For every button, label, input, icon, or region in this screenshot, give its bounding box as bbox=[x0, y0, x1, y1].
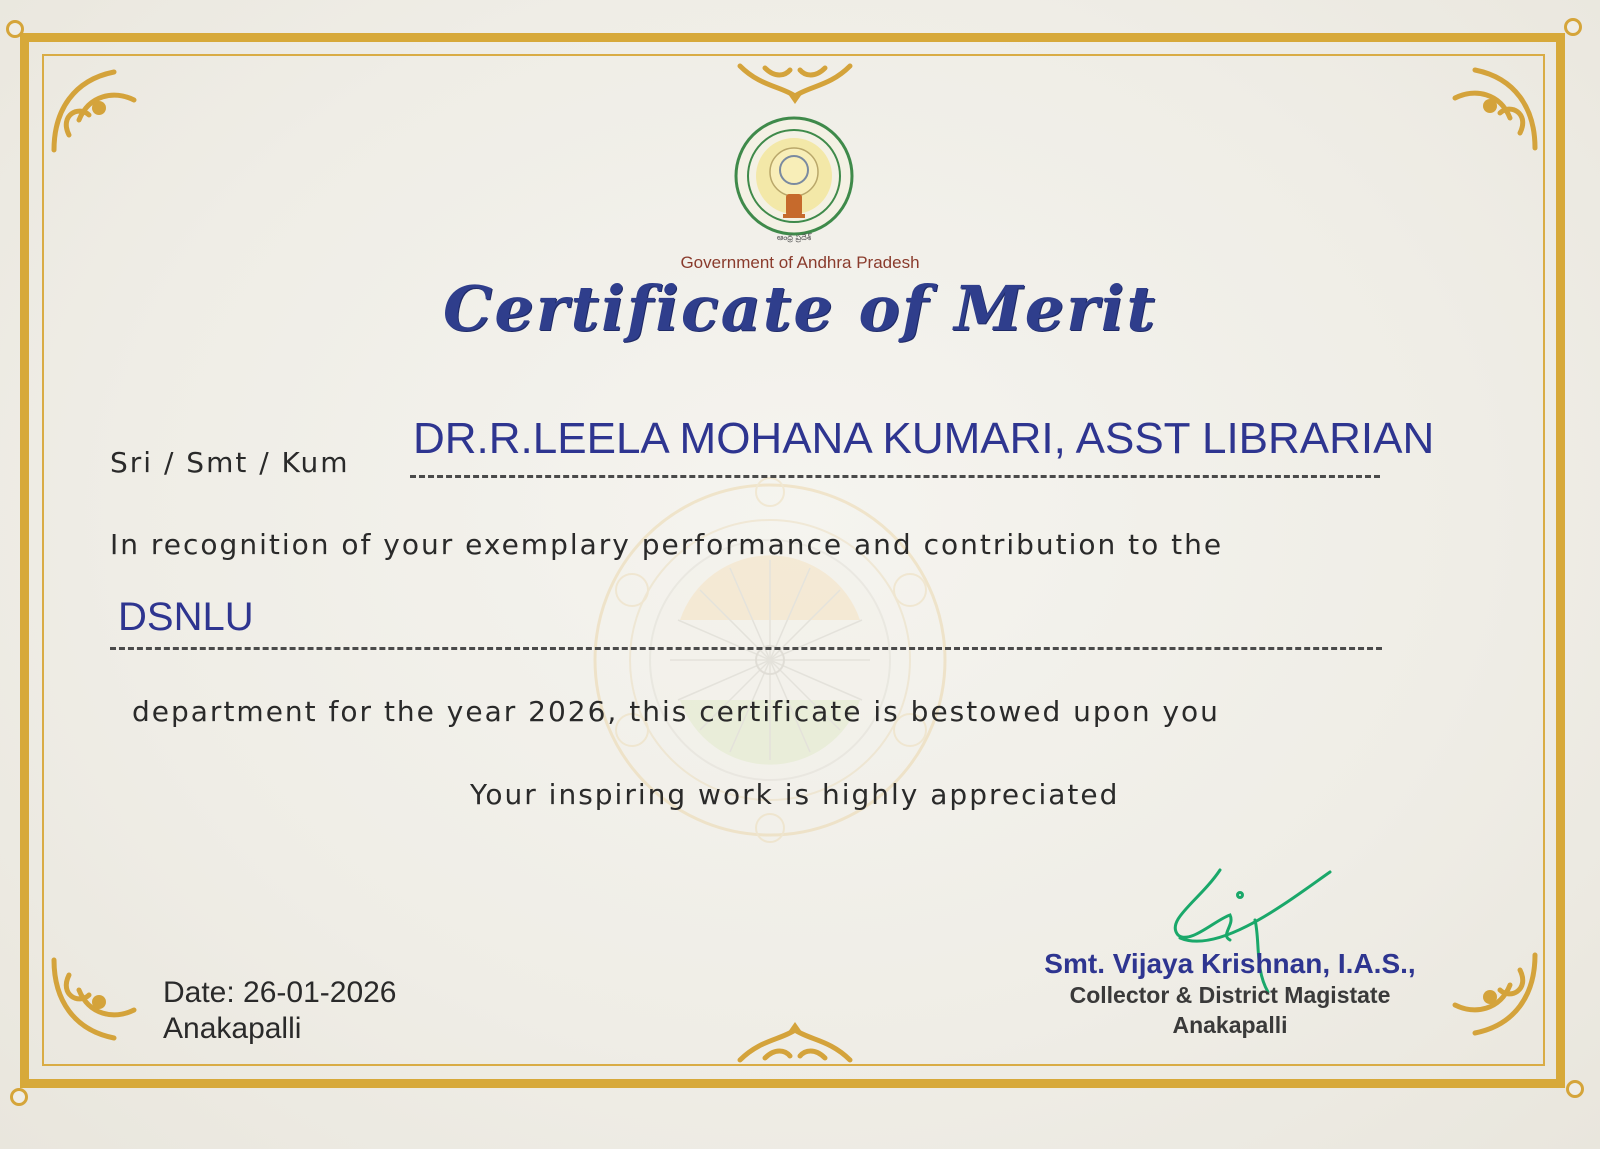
corner-dot-icon bbox=[10, 1088, 28, 1106]
corner-ornament-icon bbox=[44, 60, 144, 160]
appreciation-text: Your inspiring work is highly appreciated bbox=[470, 778, 1120, 811]
signatory-block bbox=[1000, 948, 1460, 1040]
bottom-ornament-icon bbox=[730, 1020, 860, 1070]
signatory-location: Anakapalli bbox=[1172, 1012, 1288, 1038]
corner-ornament-icon bbox=[44, 950, 144, 1050]
signatory-name: Smt. Vijaya Krishnan, I.A.S., bbox=[1044, 948, 1416, 979]
department-underline bbox=[110, 647, 1382, 650]
top-ornament-icon bbox=[730, 56, 860, 106]
recipient-underline bbox=[410, 475, 1380, 478]
issue-date: Date: 26-01-2026 bbox=[163, 976, 397, 1009]
corner-dot-icon bbox=[6, 20, 24, 38]
corner-ornament-icon bbox=[1445, 945, 1545, 1045]
issuer-name: Government of Andhra Pradesh bbox=[680, 253, 920, 272]
corner-ornament-icon bbox=[1445, 58, 1545, 158]
andhra-pradesh-emblem-icon bbox=[733, 114, 855, 246]
recipient-name: DR.R.LEELA MOHANA KUMARI, ASST LIBRARIAN bbox=[413, 414, 1435, 463]
salutation-label: Sri / Smt / Kum bbox=[110, 446, 350, 479]
department-name: DSNLU bbox=[118, 595, 254, 639]
recognition-text: In recognition of your exemplary performance and contribution to the bbox=[110, 528, 1224, 561]
signatory-designation: Collector & District Magistate bbox=[1069, 982, 1391, 1008]
issue-place: Anakapalli bbox=[163, 1012, 302, 1045]
corner-dot-icon bbox=[1564, 18, 1582, 36]
year-text: department for the year 2026, this certificate is bestowed upon you bbox=[132, 695, 1220, 728]
date-place-block bbox=[163, 975, 397, 1047]
corner-dot-icon bbox=[1566, 1080, 1584, 1098]
certificate-title: Certificate of Merit bbox=[442, 272, 1157, 345]
svg-text:ఆంధ్ర ప్రదేశ్: ఆంధ్ర ప్రదేశ్ bbox=[776, 233, 812, 242]
